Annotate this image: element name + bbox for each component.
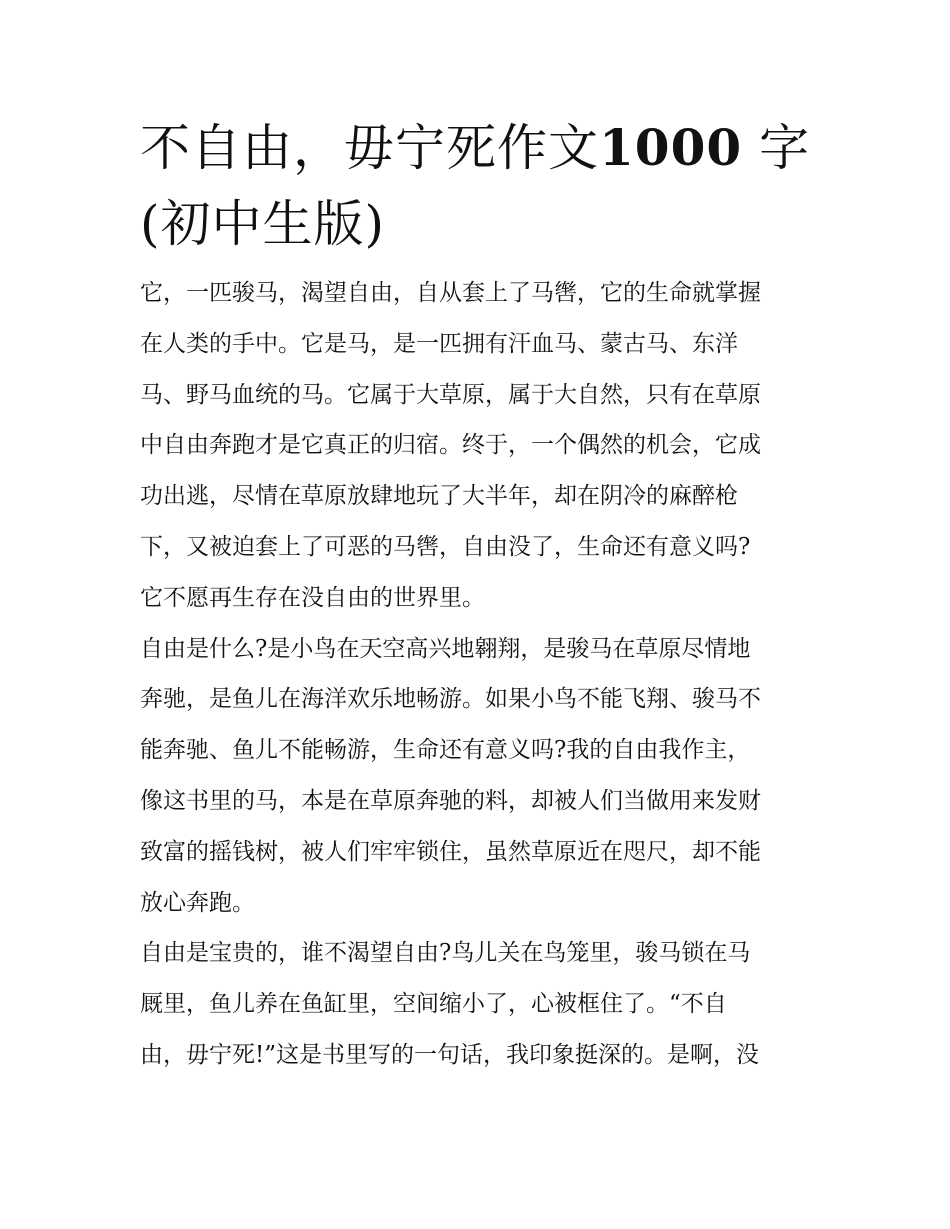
title-line-1 — [140, 110, 820, 186]
text-line: 它，一匹骏马，渴望自由，自从套上了马辔，它的生命就掌握 — [140, 280, 761, 306]
title-unit: 字 — [742, 119, 811, 177]
paragraph-3 — [140, 928, 820, 1080]
text-line: 自由是宝贵的，谁不渴望自由?鸟儿关在鸟笼里，骏马锁在马 — [140, 940, 751, 967]
text-line: 中自由奔跑才是它真正的归宿。终于，一个偶然的机会，它成 — [140, 432, 761, 459]
paragraph-1 — [140, 268, 820, 624]
text-line: 自由是什么?是小鸟在天空高兴地翱翔，是骏马在草原尽情地 — [140, 635, 751, 662]
document-title — [140, 110, 820, 262]
text-line: 功出逃，尽情在草原放肆地玩了大半年，却在阴冷的麻醉枪 — [140, 483, 738, 510]
text-line: 厩里，鱼儿养在鱼缸里，空间缩小了，心被框住了。“不自 — [140, 991, 727, 1018]
text-line: 马、野马血统的马。它属于大草原，属于大自然，只有在草原 — [140, 381, 761, 408]
text-line: 放心奔跑。 — [140, 889, 255, 916]
text-line: 它不愿再生存在没自由的世界里。 — [140, 584, 485, 611]
paragraph-2 — [140, 624, 820, 929]
title-line-2: (初中生版) — [140, 195, 386, 253]
title-text: 不自由，毋宁死作文 — [140, 119, 599, 177]
text-line: 像这书里的马，本是在草原奔驰的料，却被人们当做用来发财 — [140, 787, 761, 814]
text-line: 下，又被迫套上了可恶的马辔，自由没了，生命还有意义吗? — [140, 533, 751, 560]
document-page — [140, 110, 820, 1081]
text-line: 致富的摇钱树，被人们牢牢锁住，虽然草原近在咫尺，却不能 — [140, 838, 761, 865]
text-line: 由，毋宁死!”这是书里写的一句话，我印象挺深的。是啊，没 — [140, 1041, 760, 1068]
text-line: 能奔驰、鱼儿不能畅游，生命还有意义吗?我的自由我作主， — [140, 737, 751, 764]
text-line: 奔驰，是鱼儿在海洋欢乐地畅游。如果小鸟不能飞翔、骏马不 — [140, 686, 761, 713]
title-number: 1000 — [599, 118, 743, 177]
text-line: 在人类的手中。它是马，是一匹拥有汗血马、蒙古马、东洋 — [140, 330, 738, 357]
